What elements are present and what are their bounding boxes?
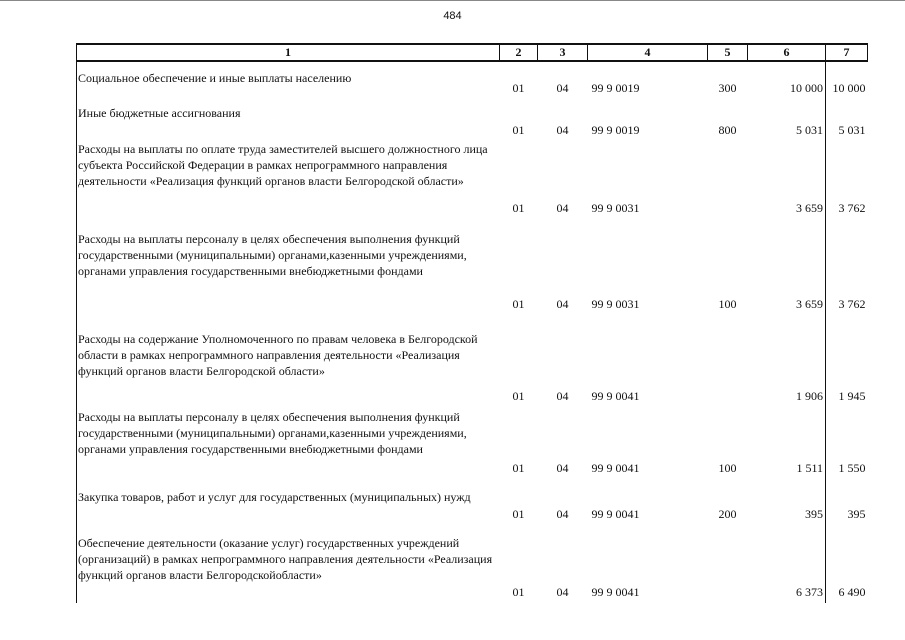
row-target-code: 99 9 0041	[591, 461, 640, 475]
table-row	[77, 525, 868, 603]
header-cell-2: 2	[500, 44, 538, 61]
row-target-code: 99 9 0041	[591, 585, 640, 599]
row-amount-col7: 5 031	[838, 123, 866, 137]
row-expense-type	[708, 141, 748, 219]
row-description: Расходы на выплаты персоналу в целях обеспечения выполнения функций государственными (муниципальными) органами,казенными учреждениями, органами управления государственными внебюджетными фондами	[77, 219, 500, 315]
row-target-code: 99 9 0019	[591, 81, 640, 95]
row-expense-type: 300	[718, 81, 737, 95]
page-number: 484	[443, 10, 462, 22]
table-row	[77, 99, 868, 141]
row-amount-col7: 3 762	[838, 297, 866, 311]
row-target-code: 99 9 0031	[591, 201, 640, 215]
row-subsection: 04	[556, 461, 569, 475]
row-amount-col6: 3 659	[748, 219, 826, 315]
header-row	[77, 44, 868, 61]
top-scan-rule	[0, 0, 905, 1]
row-section: 01	[512, 507, 525, 521]
row-description: Закупка товаров, работ и услуг для государственных (муниципальных) нужд	[77, 479, 500, 525]
row-amount-col7: 395	[847, 507, 866, 521]
table-row	[77, 315, 868, 407]
row-amount-col6: 3 659	[748, 141, 826, 219]
table-row	[77, 479, 868, 525]
row-amount-col6: 5 031	[748, 99, 826, 141]
row-expense-type	[708, 315, 748, 407]
row-subsection: 04	[556, 585, 569, 599]
header-cell-4: 4	[588, 44, 708, 61]
row-subsection: 04	[556, 507, 569, 521]
row-description: Социальное обеспечение и иные выплаты населению	[77, 61, 500, 99]
row-amount-col6: 1 906	[748, 315, 826, 407]
row-description: Обеспечение деятельности (оказание услуг) государственных учреждений (организаций) в рамках непрограммного направления деятельности «Реализация функций органов власти Белгородскойобласти»	[77, 525, 500, 603]
header-cell-1: 1	[77, 44, 500, 61]
row-section: 01	[512, 297, 525, 311]
row-section: 01	[512, 81, 525, 95]
row-amount-col6: 6 373	[748, 525, 826, 603]
row-amount-col7: 1 945	[838, 389, 866, 403]
row-target-code: 99 9 0019	[591, 123, 640, 137]
row-subsection: 04	[556, 201, 569, 215]
row-description: Расходы на выплаты по оплате труда заместителей высшего должностного лица субъекта Российской Федерации в рамках непрограммного направления деятельности «Реализация функций органов власти Белгородской области»	[77, 141, 500, 219]
header-cell-7: 7	[826, 44, 868, 61]
row-section: 01	[512, 123, 525, 137]
row-expense-type: 800	[718, 123, 737, 137]
table-row	[77, 61, 868, 99]
row-expense-type: 100	[718, 297, 737, 311]
header-cell-6: 6	[748, 44, 826, 61]
row-amount-col7: 10 000	[832, 81, 866, 95]
row-target-code: 99 9 0041	[591, 507, 640, 521]
table-row	[77, 141, 868, 219]
table-row	[77, 219, 868, 315]
row-amount-col6: 10 000	[748, 61, 826, 99]
row-section: 01	[512, 201, 525, 215]
row-amount-col7: 3 762	[838, 201, 866, 215]
row-subsection: 04	[556, 297, 569, 311]
row-amount-col6: 395	[748, 479, 826, 525]
row-description: Иные бюджетные ассигнования	[77, 99, 500, 141]
row-expense-type	[708, 525, 748, 603]
row-description: Расходы на содержание Уполномоченного по правам человека в Белгородской области в рамках непрограммного направления деятельности «Реализация функций органов власти Белгородской области»	[77, 315, 500, 407]
row-subsection: 04	[556, 123, 569, 137]
row-expense-type: 200	[718, 507, 737, 521]
row-amount-col7: 6 490	[838, 585, 866, 599]
header-cell-5: 5	[708, 44, 748, 61]
row-target-code: 99 9 0031	[591, 297, 640, 311]
row-section: 01	[512, 461, 525, 475]
table-row	[77, 407, 868, 479]
header-cell-3: 3	[538, 44, 588, 61]
row-subsection: 04	[556, 81, 569, 95]
row-section: 01	[512, 585, 525, 599]
row-expense-type: 100	[718, 461, 737, 475]
row-amount-col7: 1 550	[838, 461, 866, 475]
row-target-code: 99 9 0041	[591, 389, 640, 403]
row-section: 01	[512, 389, 525, 403]
row-subsection: 04	[556, 389, 569, 403]
row-amount-col6: 1 511	[748, 407, 826, 479]
budget-table	[76, 43, 868, 603]
row-description: Расходы на выплаты персоналу в целях обеспечения выполнения функций государственными (муниципальными) органами,казенными учреждениями, органами управления государственными внебюджетными фондами	[77, 407, 500, 479]
